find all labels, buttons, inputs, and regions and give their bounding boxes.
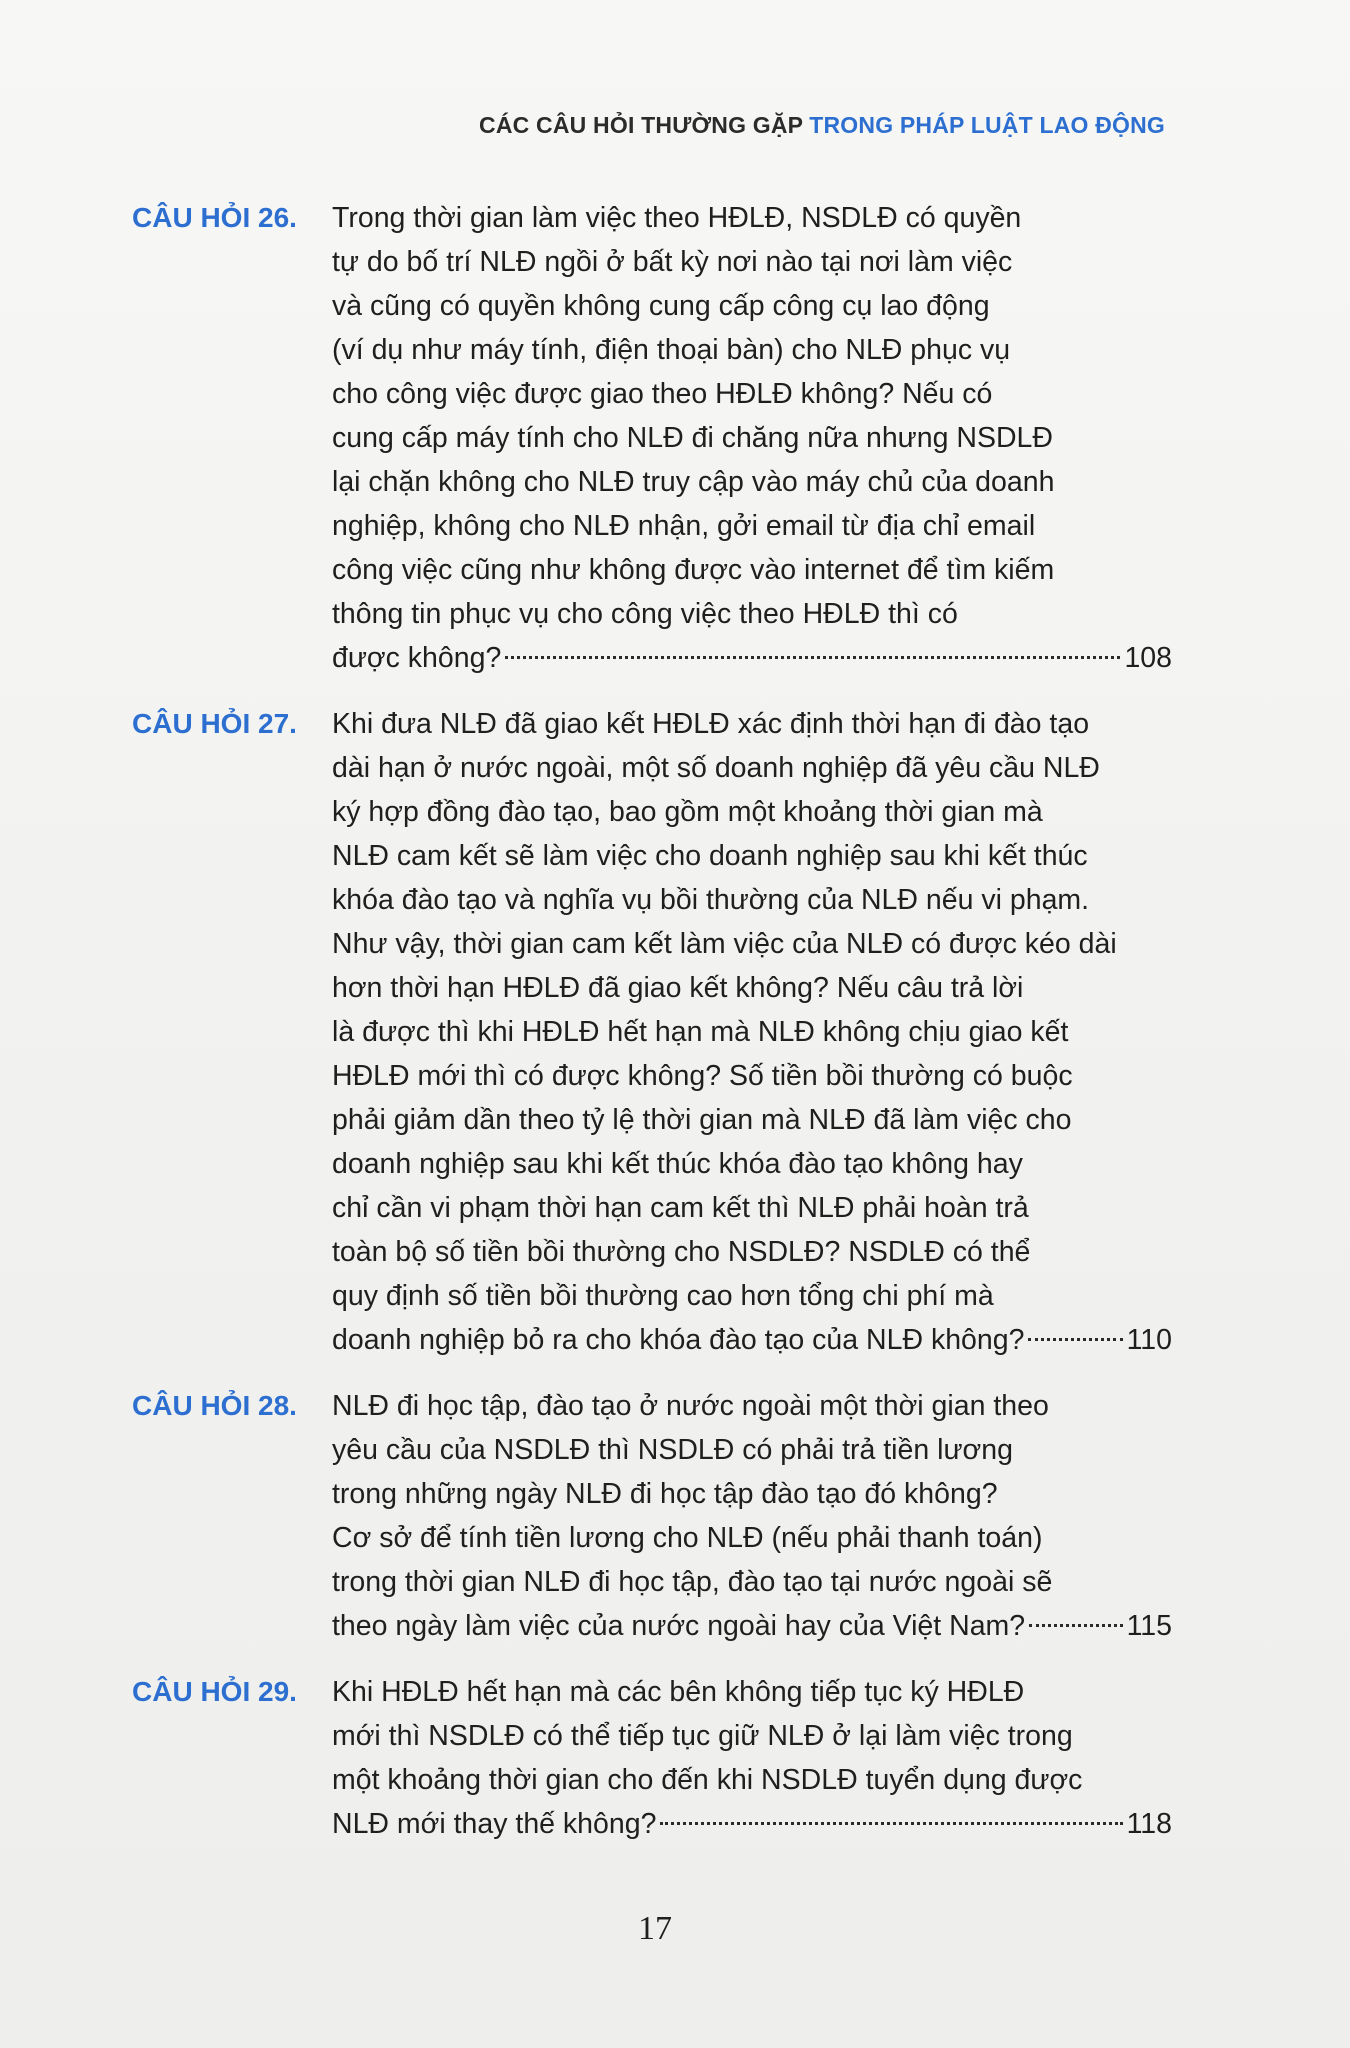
question-line: phải giảm dần theo tỷ lệ thời gian mà NLĐ đã làm việc cho — [332, 1104, 1072, 1136]
question-last-line — [332, 1802, 1172, 1846]
question-line: doanh nghiệp sau khi kết thúc khóa đào tạo không hay — [332, 1148, 1023, 1180]
question-line: NLĐ mới thay thế không? — [332, 1808, 657, 1840]
question-line: (ví dụ như máy tính, điện thoại bàn) cho NLĐ phục vụ — [332, 334, 1011, 366]
table-of-contents — [132, 196, 1172, 1868]
question-line: thông tin phục vụ cho công việc theo HĐLĐ thì có — [332, 598, 958, 630]
toc-entry-28 — [132, 1384, 1172, 1648]
question-line: ký hợp đồng đào tạo, bao gồm một khoảng thời gian mà — [332, 796, 1043, 828]
toc-entry-27 — [132, 702, 1172, 1362]
page-reference: 108 — [1124, 642, 1172, 674]
question-text — [332, 1384, 1172, 1648]
question-line: Cơ sở để tính tiền lương cho NLĐ (nếu phải thanh toán) — [332, 1522, 1043, 1554]
running-header — [479, 112, 1165, 139]
question-line: Như vậy, thời gian cam kết làm việc của NLĐ có được kéo dài — [332, 928, 1117, 960]
question-line: cho công việc được giao theo HĐLĐ không? Nếu có — [332, 378, 993, 410]
question-line: theo ngày làm việc của nước ngoài hay của Việt Nam? — [332, 1610, 1026, 1642]
page-reference: 118 — [1126, 1808, 1172, 1840]
question-line: một khoảng thời gian cho đến khi NSDLĐ tuyển dụng được — [332, 1764, 1083, 1796]
question-last-line — [332, 1318, 1172, 1362]
running-header-part2: TRONG PHÁP LUẬT LAO ĐỘNG — [809, 112, 1165, 138]
question-text — [332, 1670, 1172, 1846]
question-line: khóa đào tạo và nghĩa vụ bồi thường của NLĐ nếu vi phạm. — [332, 884, 1090, 916]
question-line: và cũng có quyền không cung cấp công cụ lao động — [332, 290, 990, 322]
question-last-line — [332, 1604, 1172, 1648]
question-line: quy định số tiền bồi thường cao hơn tổng chi phí mà — [332, 1280, 994, 1312]
question-last-line — [332, 636, 1172, 680]
question-line: yêu cầu của NSDLĐ thì NSDLĐ có phải trả tiền lương — [332, 1434, 1013, 1466]
question-line: lại chặn không cho NLĐ truy cập vào máy chủ của doanh — [332, 466, 1055, 498]
question-line: được không? — [332, 642, 502, 674]
running-header-part1: CÁC CÂU HỎI THƯỜNG GẶP — [479, 112, 804, 138]
dot-leader — [1029, 1624, 1122, 1627]
question-line: mới thì NSDLĐ có thể tiếp tục giữ NLĐ ở lại làm việc trong — [332, 1720, 1073, 1752]
question-line: NLĐ cam kết sẽ làm việc cho doanh nghiệp sau khi kết thúc — [332, 840, 1088, 872]
page-number: 17 — [638, 1910, 672, 1947]
question-line: Khi đưa NLĐ đã giao kết HĐLĐ xác định thời hạn đi đào tạo — [332, 708, 1090, 740]
toc-entry-29 — [132, 1670, 1172, 1846]
dot-leader — [1028, 1338, 1122, 1341]
question-line: công việc cũng như không được vào internet để tìm kiếm — [332, 554, 1055, 586]
question-line: HĐLĐ mới thì có được không? Số tiền bồi thường có buộc — [332, 1060, 1073, 1092]
question-label: CÂU HỎI 29. — [132, 1676, 297, 1707]
question-line: cung cấp máy tính cho NLĐ đi chăng nữa nhưng NSDLĐ — [332, 422, 1053, 454]
dot-leader — [505, 656, 1120, 659]
toc-entry-26 — [132, 196, 1172, 680]
page-reference: 110 — [1126, 1324, 1172, 1356]
question-label: CÂU HỎI 26. — [132, 202, 297, 233]
question-line: toàn bộ số tiền bồi thường cho NSDLĐ? NSDLĐ có thể — [332, 1236, 1031, 1268]
question-line: Khi HĐLĐ hết hạn mà các bên không tiếp tục ký HĐLĐ — [332, 1676, 1025, 1708]
question-label: CÂU HỎI 28. — [132, 1390, 297, 1421]
question-label: CÂU HỎI 27. — [132, 708, 297, 739]
question-line: dài hạn ở nước ngoài, một số doanh nghiệp đã yêu cầu NLĐ — [332, 752, 1100, 784]
page-reference: 115 — [1126, 1610, 1172, 1642]
question-line: trong thời gian NLĐ đi học tập, đào tạo tại nước ngoài sẽ — [332, 1566, 1053, 1598]
question-line: là được thì khi HĐLĐ hết hạn mà NLĐ không chịu giao kết — [332, 1016, 1069, 1048]
question-line: chỉ cần vi phạm thời hạn cam kết thì NLĐ phải hoàn trả — [332, 1192, 1029, 1224]
question-line: NLĐ đi học tập, đào tạo ở nước ngoài một thời gian theo — [332, 1390, 1049, 1422]
question-line: trong những ngày NLĐ đi học tập đào tạo đó không? — [332, 1478, 998, 1510]
question-line: hơn thời hạn HĐLĐ đã giao kết không? Nếu câu trả lời — [332, 972, 1024, 1004]
question-line: tự do bố trí NLĐ ngồi ở bất kỳ nơi nào tại nơi làm việc — [332, 246, 1013, 278]
question-line: Trong thời gian làm việc theo HĐLĐ, NSDLĐ có quyền — [332, 202, 1022, 234]
dot-leader — [660, 1822, 1122, 1825]
question-text — [332, 702, 1172, 1362]
question-line: nghiệp, không cho NLĐ nhận, gởi email từ địa chỉ email — [332, 510, 1036, 542]
question-text — [332, 196, 1172, 680]
question-line: doanh nghiệp bỏ ra cho khóa đào tạo của NLĐ không? — [332, 1324, 1025, 1356]
